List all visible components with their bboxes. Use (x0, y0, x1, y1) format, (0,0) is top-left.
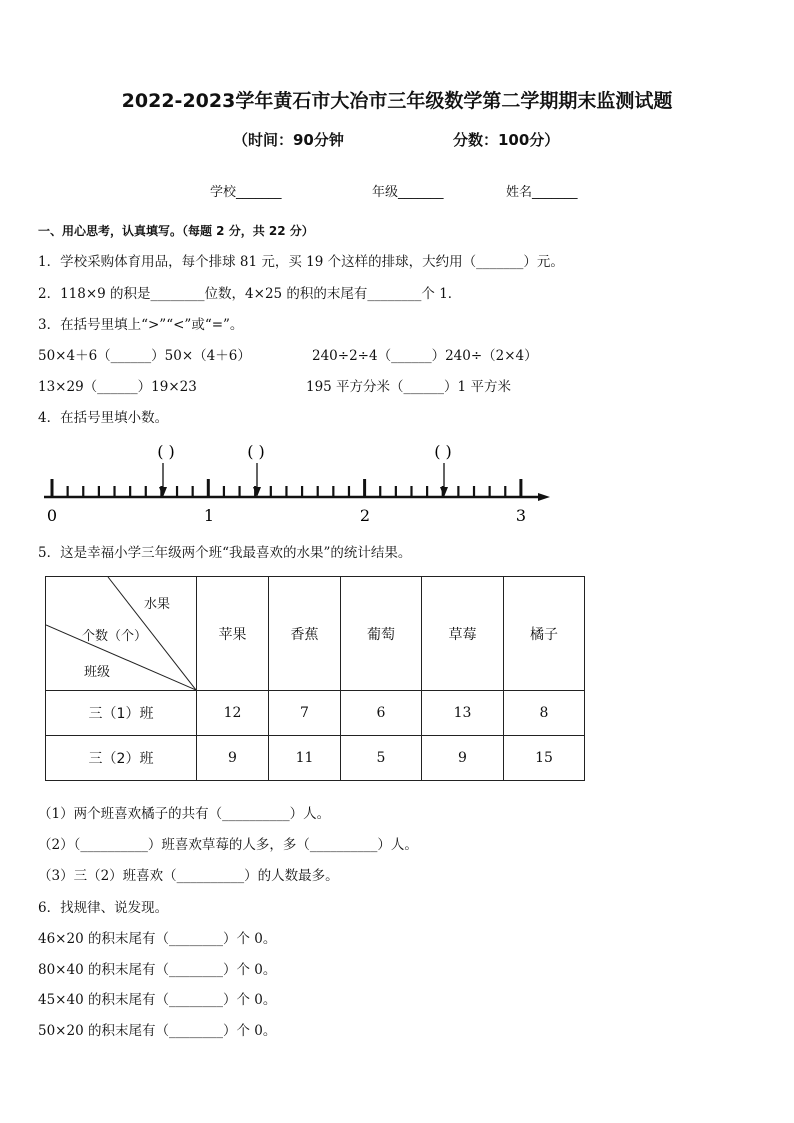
pointer-3 (440, 463, 448, 497)
corner-header-class: 班级 (84, 665, 111, 680)
column-header: 苹果 (197, 577, 269, 691)
table-row (46, 691, 585, 736)
corner-header-count: 个数（个） (82, 629, 148, 644)
column-header: 葡萄 (341, 577, 422, 691)
pointer-1 (159, 463, 167, 497)
question-6-line: 45×40 的积末尾有（________）个 0。 (38, 992, 277, 1008)
table-cell: 12 (197, 691, 269, 736)
question-2: 2．118×9 的积是________位数，4×25 的积的末尾有________个 1． (38, 286, 462, 302)
school-field[interactable]: 学校_______ (210, 185, 282, 200)
number-line-ticks (52, 479, 521, 497)
exam-time: （时间：90分钟 (233, 131, 344, 149)
question-3-stem: 3．在括号里填上“>”“<”或“=”。 (38, 317, 244, 333)
section-heading: 一、用心思考，认真填写。（每题 2 分，共 22 分） (38, 224, 314, 238)
table-cell: 9 (197, 736, 269, 781)
fruit-table (45, 576, 585, 781)
question-6-line: 46×20 的积末尾有（________）个 0。 (38, 931, 277, 947)
table-cell: 9 (422, 736, 504, 781)
question-3a: 50×4＋6（______）50×（4＋6） (38, 348, 251, 364)
question-5-stem: 5．这是幸福小学三年级两个班“我最喜欢的水果”的统计结果。 (38, 545, 412, 561)
question-5-sub1: （1）两个班喜欢橘子的共有（__________）人。 (38, 806, 331, 822)
question-3d: 195 平方分米（______）1 平方米 (306, 379, 511, 395)
number-line (0, 435, 794, 530)
table-cell: 5 (341, 736, 422, 781)
table-cell: 6 (341, 691, 422, 736)
label-2: 2 (359, 506, 371, 525)
question-5-sub2: （2）（__________）班喜欢草莓的人多，多（__________）人。 (38, 837, 418, 853)
label-3: 3 (515, 506, 527, 525)
exam-score: 分数：100分） (453, 131, 560, 149)
answer-paren-3: ( ) (434, 442, 452, 461)
question-4-stem: 4．在括号里填小数。 (38, 410, 169, 426)
label-1: 1 (203, 506, 215, 525)
row-label: 三（1）班 (46, 691, 197, 736)
question-6-line: 80×40 的积末尾有（________）个 0。 (38, 962, 277, 978)
name-field[interactable]: 姓名_______ (506, 185, 578, 200)
grade-field[interactable]: 年级_______ (372, 185, 444, 200)
question-3c: 13×29（______）19×23 (38, 379, 197, 395)
label-0: 0 (46, 506, 58, 525)
table-cell: 13 (422, 691, 504, 736)
table-corner-cell (46, 577, 197, 691)
question-5-sub3: （3）三（2）班喜欢（__________）的人数最多。 (38, 868, 339, 884)
table-cell: 7 (269, 691, 341, 736)
question-6-stem: 6．找规律、说发现。 (38, 900, 169, 916)
table-cell: 15 (504, 736, 585, 781)
question-3b: 240÷2÷4（______）240÷（2×4） (312, 348, 538, 364)
table-cell: 8 (504, 691, 585, 736)
row-label: 三（2）班 (46, 736, 197, 781)
column-header: 橘子 (504, 577, 585, 691)
question-1: 1．学校采购体育用品，每个排球 81 元，买 19 个这样的排球，大约用（_______）元。 (38, 254, 564, 270)
page-title: 2022-2023学年黄石市大冶市三年级数学第二学期期末监测试题 (121, 90, 673, 112)
answer-paren-1: ( ) (157, 442, 175, 461)
question-6-line: 50×20 的积末尾有（________）个 0。 (38, 1023, 277, 1039)
answer-paren-2: ( ) (247, 442, 265, 461)
corner-header-fruit: 水果 (144, 597, 171, 612)
table-row (46, 736, 585, 781)
column-header: 草莓 (422, 577, 504, 691)
column-header: 香蕉 (269, 577, 341, 691)
table-cell: 11 (269, 736, 341, 781)
number-line-arrowhead (538, 493, 550, 501)
